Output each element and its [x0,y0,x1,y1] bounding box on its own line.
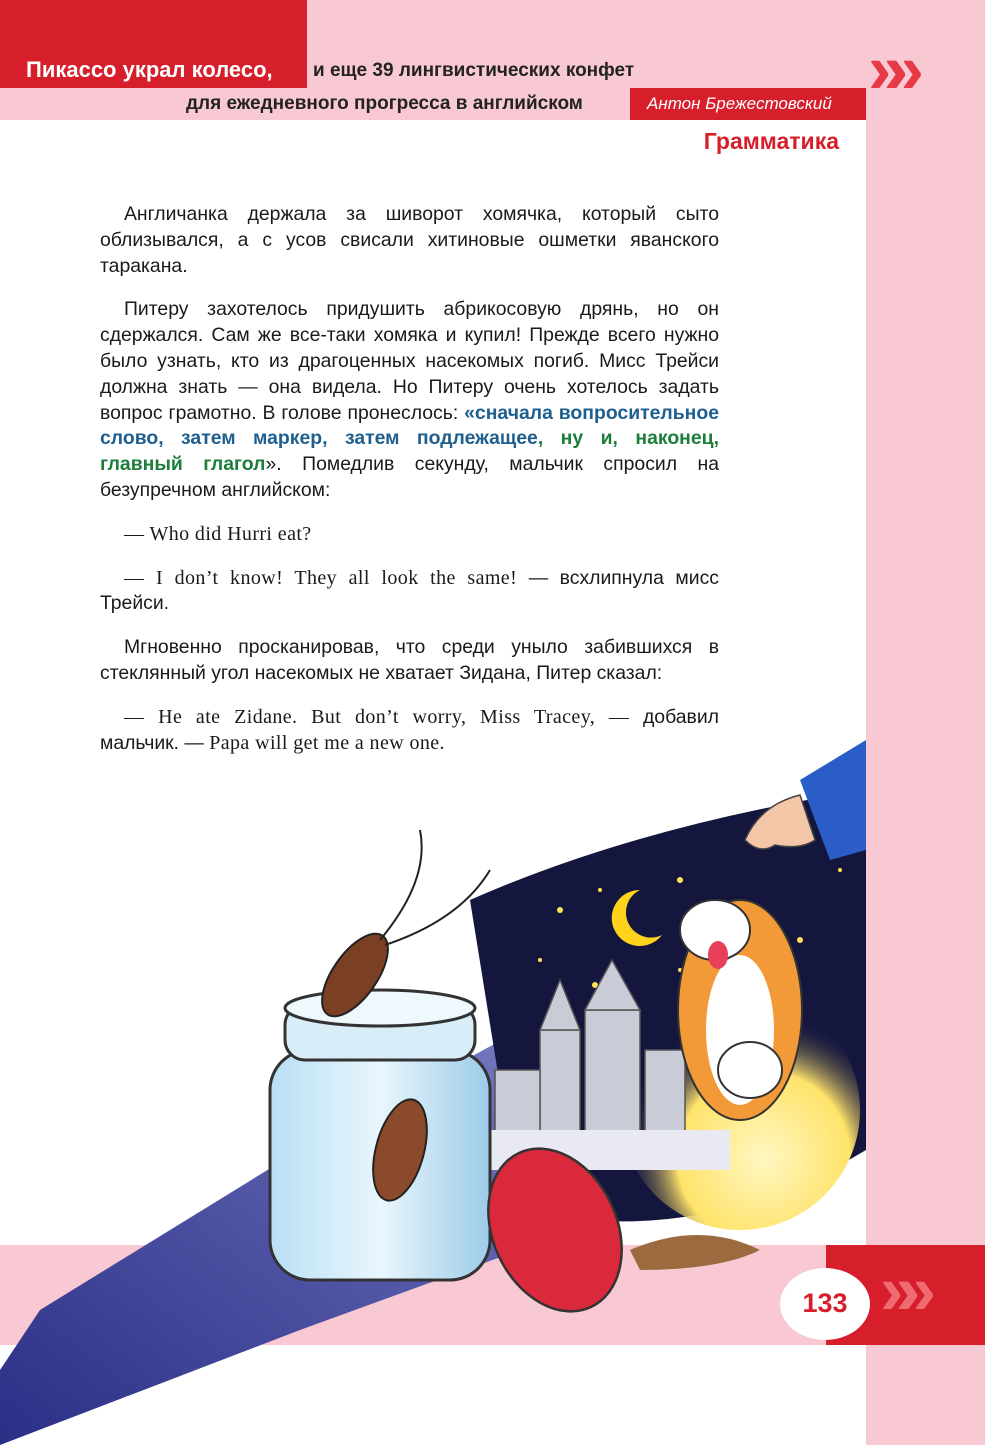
author-name: Антон Брежестовский [647,94,832,113]
dialogue-2: — I don’t know! They all look the same! — всхлипнула мисс Трейси. [100,566,719,615]
page-number: 133 [802,1288,848,1318]
section-title: Грамматика [703,128,839,154]
book-subtitle-line1: и еще 39 лингвистических конфет [313,60,635,81]
footer-chevron-icon: »» [880,1251,914,1329]
side-strip [866,0,985,1445]
paragraph-1: Англичанка держала за шиворот хомячка, который сыто облизывался, а с усов свисали хитиновые ошметки яванского таракана. [100,203,719,277]
rule-wh-word: сначала вопросительное слово [100,401,719,450]
rule-main-verb: главный глагол [100,453,266,476]
dirt-pile [630,1235,760,1270]
hamster [678,900,802,1120]
dialogue-1: — Who did Hurri eat? [124,522,312,545]
paragraph-2: Питеру захотелось придушить абрикосовую дрянь, но он сдержался. Сам же все-таки хомяка и купил! Прежде всего нужно было узнать, кто из драгоценных насекомых погиб. Мисс Трейси должна знать — она видела. Но Питеру очень хотелось задать вопрос грамотно. В голове пронеслось: «сначала вопросительное слово, затем маркер, затем подлежащее, ну и, наконец, главный глагол». Помедлив секунду, мальчик спросил на безупречном английском: [100,298,719,501]
header-chevron-icon: »» [868,30,902,108]
dialogue-3: — He ate Zidane. But don’t worry, Miss Tracey, — добавил мальчик. — Papa will get me a new one. [100,705,719,754]
illustration [0,730,866,1445]
paragraph-3: Мгновенно просканировав, что среди уныло забившихся в стеклянный угол насекомых не хватает Зидана, Питер сказал: [100,636,719,684]
book-title: Пикассо украл колесо, [26,57,273,82]
rule-marker: затем маркер [181,427,323,450]
body-text [100,202,719,774]
rule-subject: затем подлежащее [344,427,538,450]
book-subtitle-line2: для ежедневного прогресса в английском [186,93,583,114]
